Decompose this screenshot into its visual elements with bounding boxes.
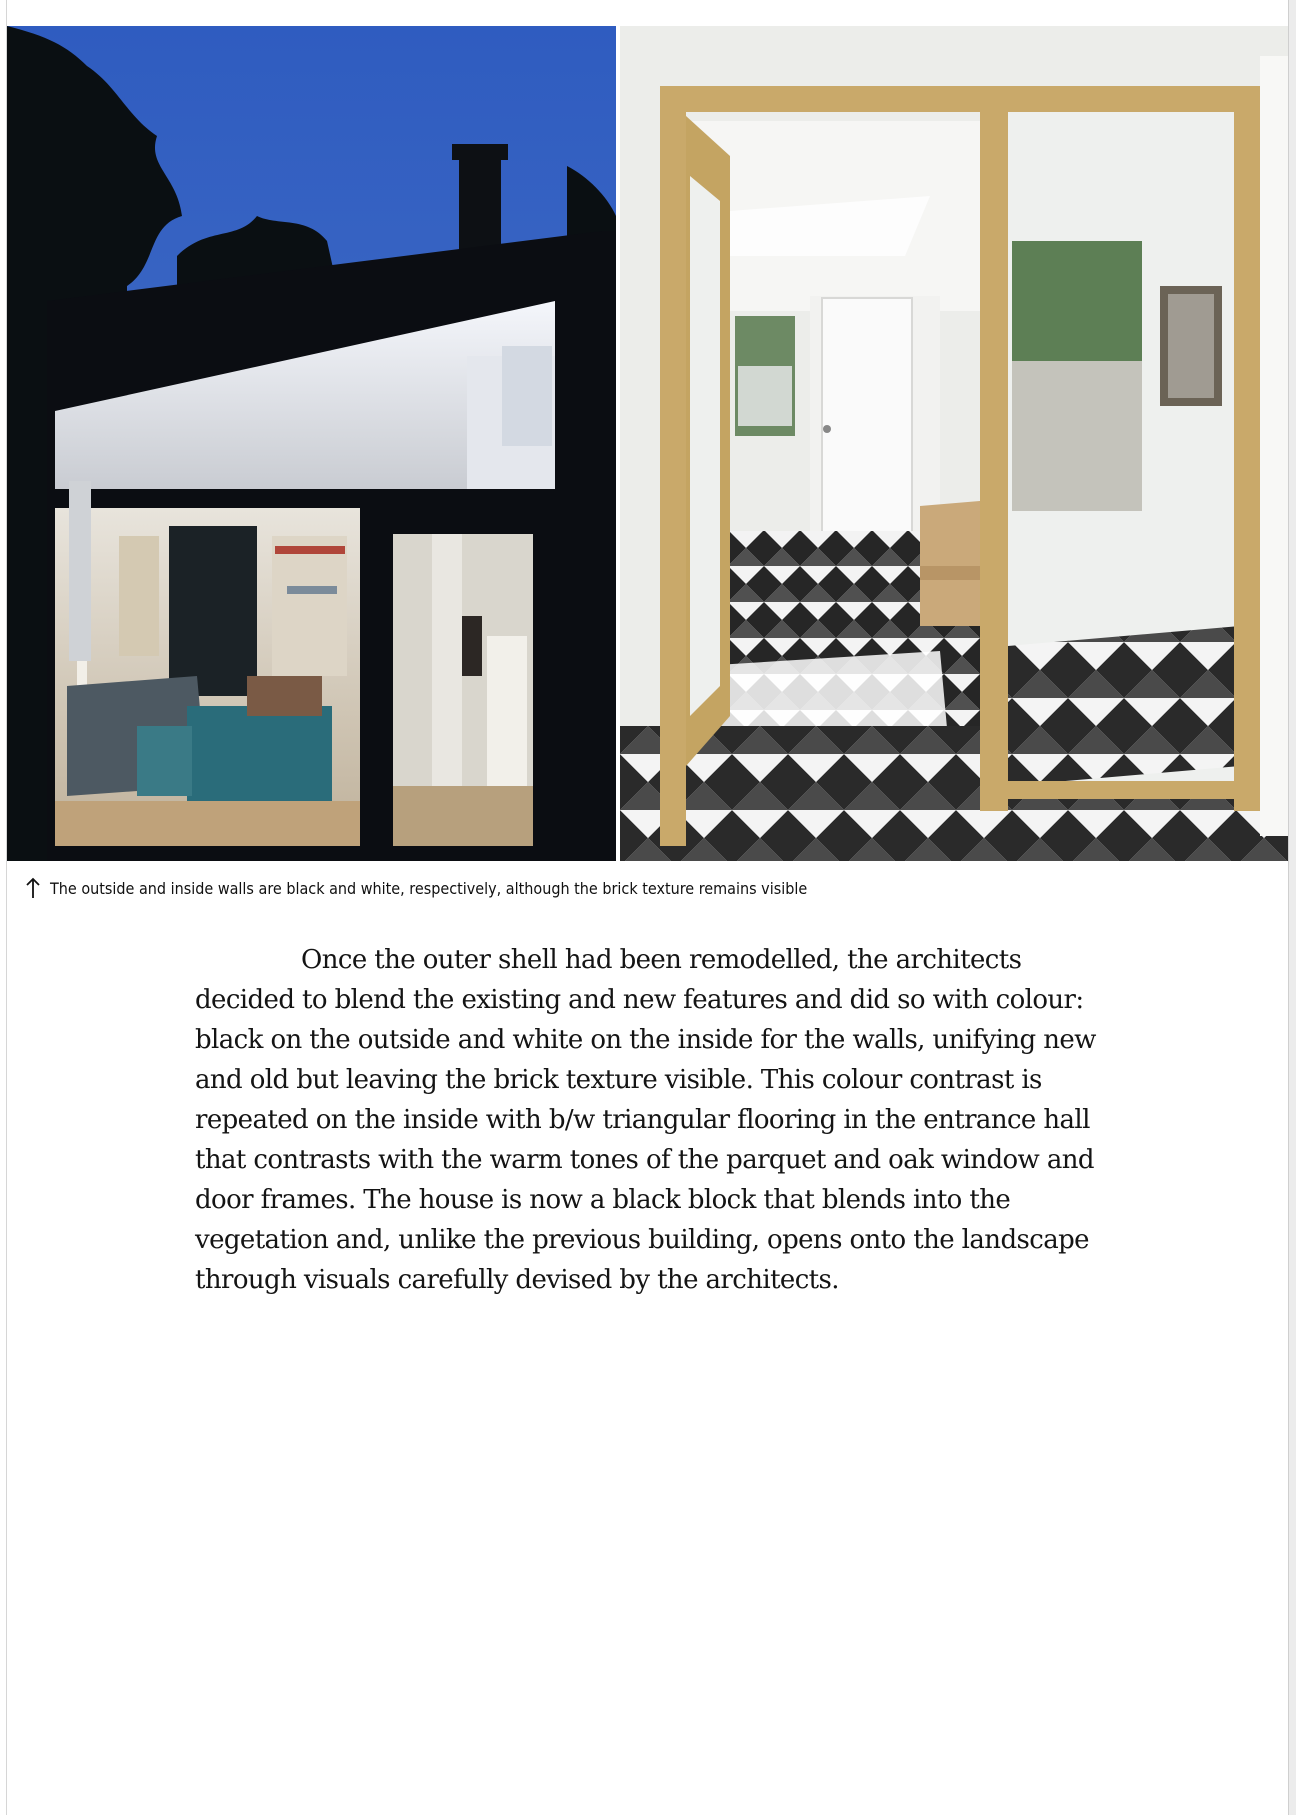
- page-edge-left: [0, 0, 7, 1815]
- article-paragraph: Once the outer shell had been remodelled, the architects decided to blend the existing and new features and did so with colour: black on the outside and white on the inside for the walls, unifying new and old but leaving the brick texture visible. This colour contrast is repeated on the inside with b/w triangular flooring in the entrance hall that contrasts with the warm tones of the parquet and oak window and door frames. The house is now a black block that blends into the vegetation and, unlike the previous building, opens onto the landscape through visuals carefully devised by the architects.: [195, 945, 1096, 1295]
- entrance-hall-photo: [620, 26, 1288, 861]
- page-edge-right: [1288, 0, 1296, 1815]
- arrow-up-icon: [24, 877, 42, 899]
- exterior-photo-graphic: [7, 26, 616, 861]
- figure-caption: [24, 876, 1264, 900]
- entrance-hall-photo-graphic: [620, 26, 1288, 861]
- caption-text: The outside and inside walls are black and white, respectively, although the brick texture remains visible: [50, 878, 808, 898]
- exterior-photo: [7, 26, 616, 861]
